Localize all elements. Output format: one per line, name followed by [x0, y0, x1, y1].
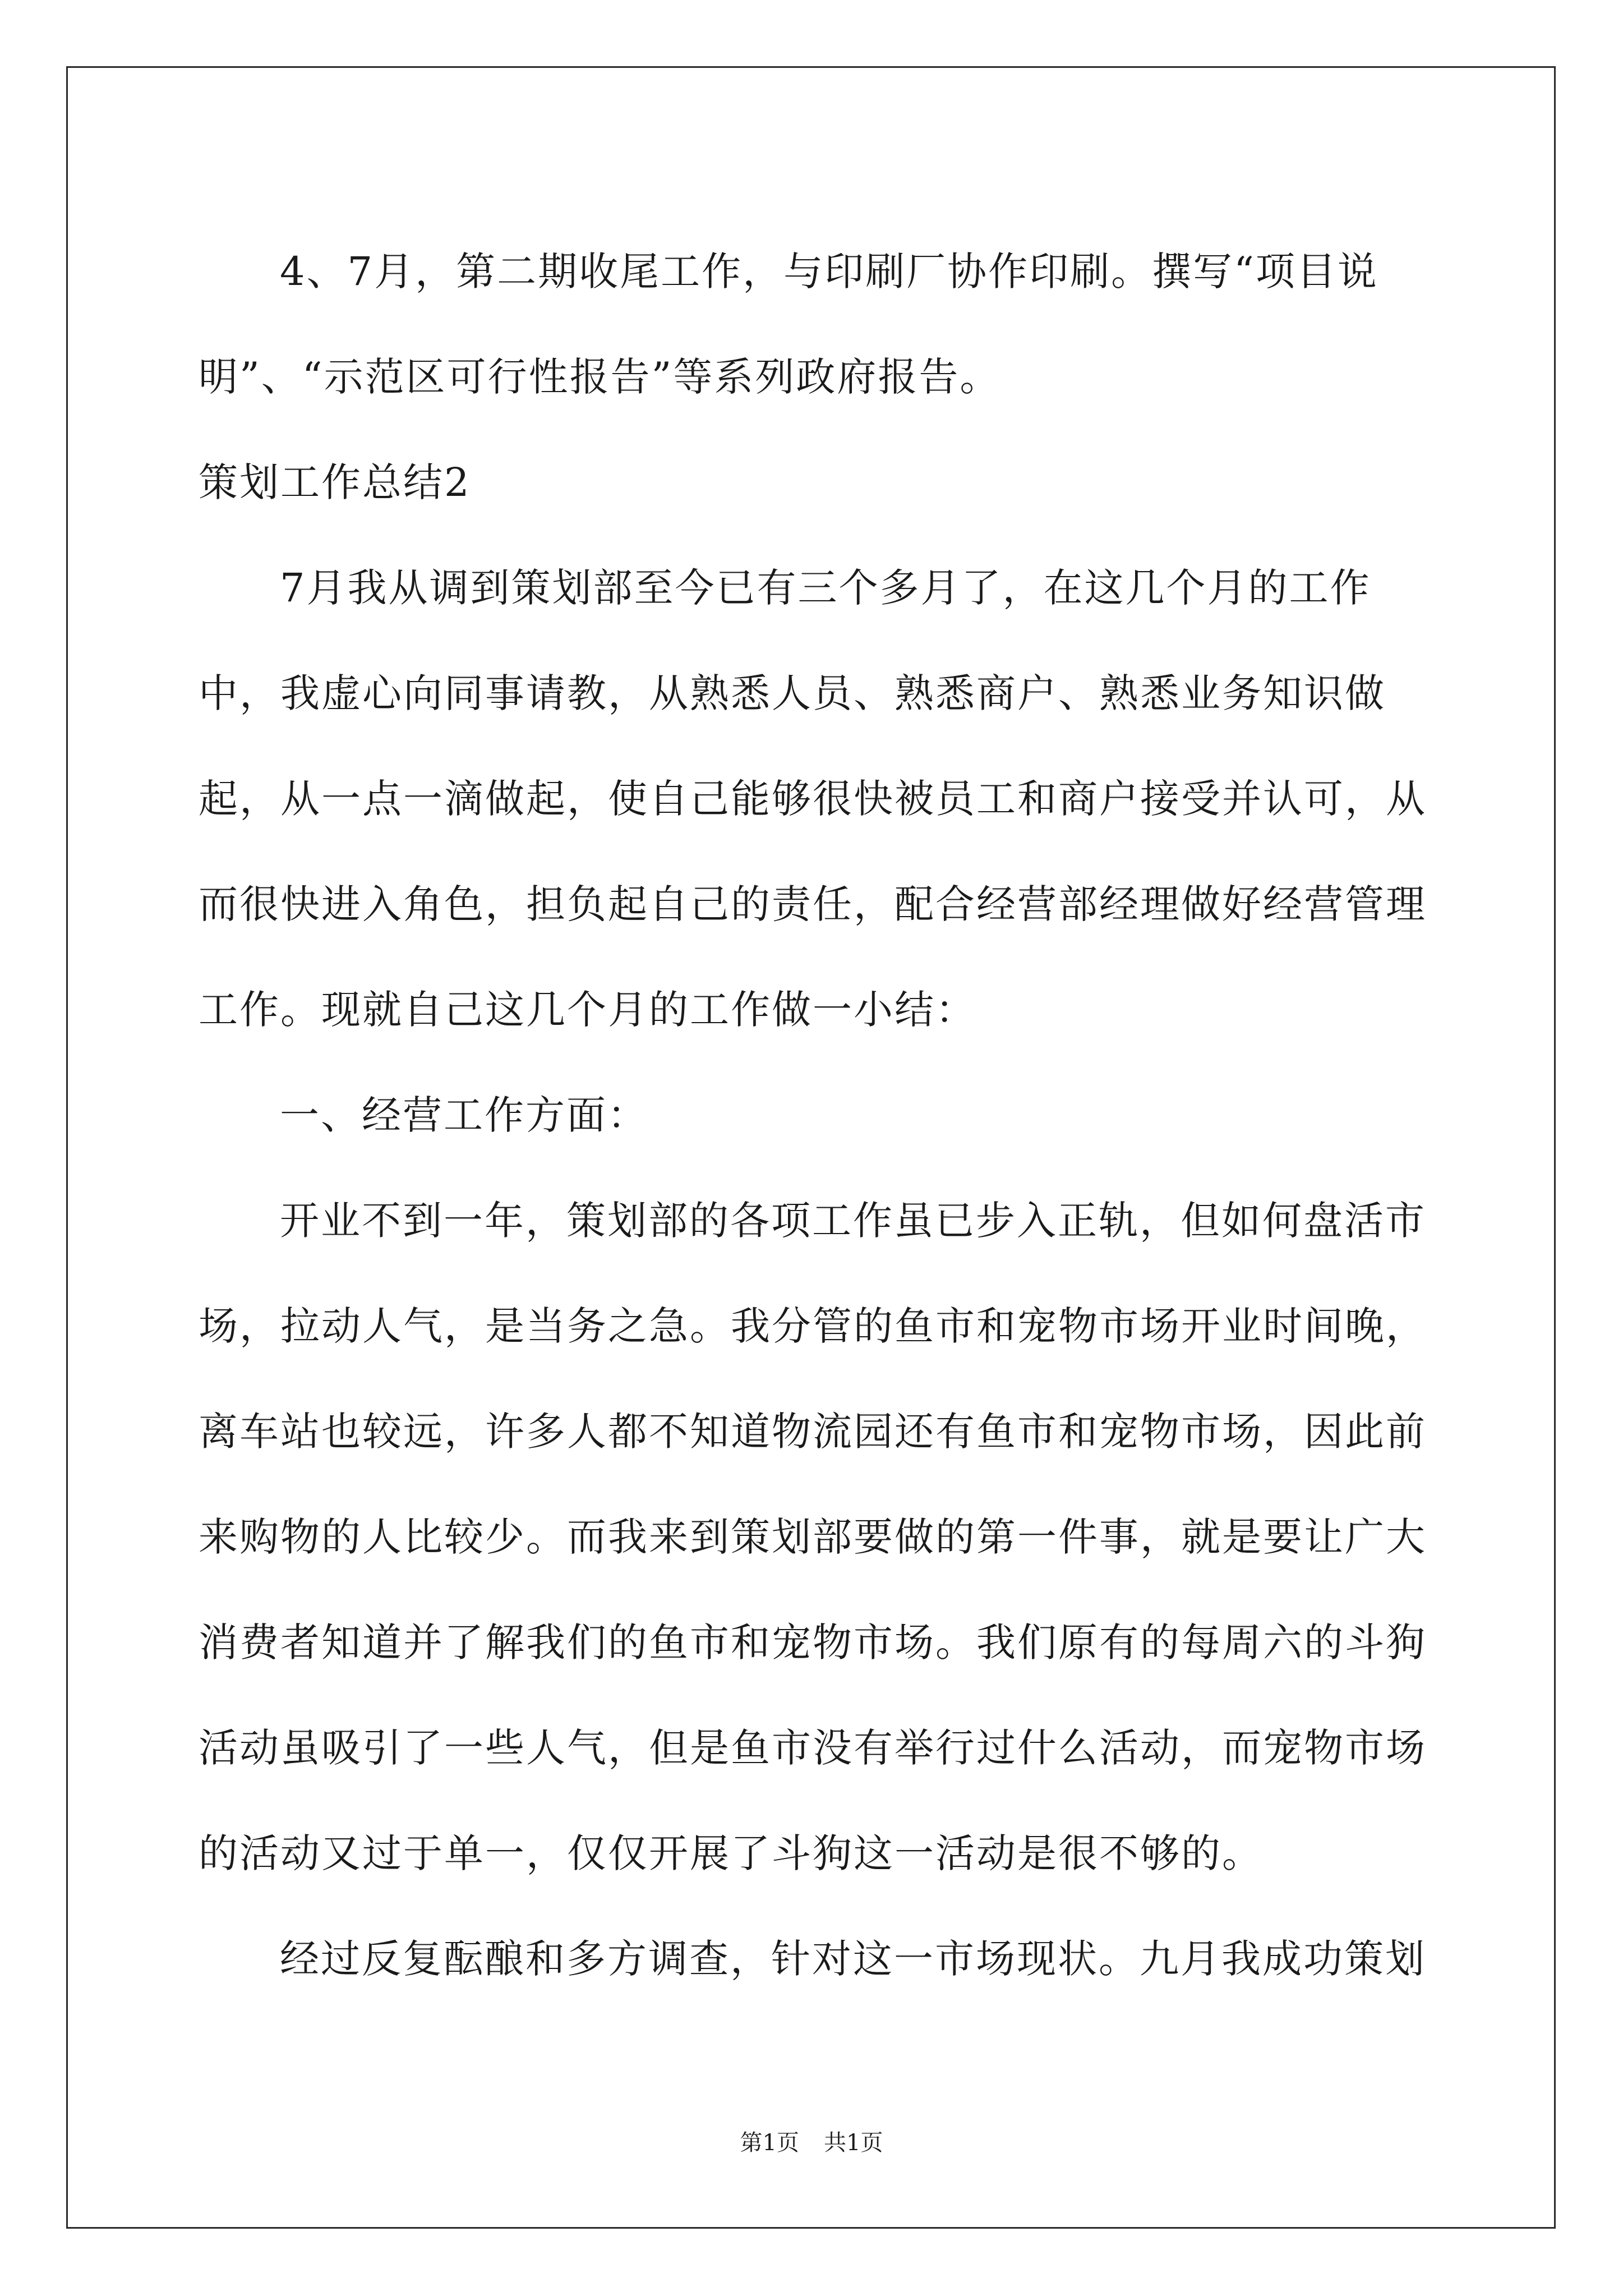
paragraph: 一、经营工作方面： — [280, 1092, 648, 1138]
paragraph: 开业不到一年，策划部的各项工作虽已步入正轨，但如何盘活市场，拉动人气，是当务之急。我分管的鱼市和宠物市场开业时间晚，离车站也较远，许多人都不知道物流园还有鱼市和宠物市场，因此前来购物的人比较少。而我来到策划部要做的第一件事，就是要让广大消费者知道并了解我们的鱼市和宠物市场。我们原有的每周六的斗狗活动虽吸引了一些人气，但是鱼市没有举行过什么活动，而宠物市场的活动又过于单一，仅仅开展了斗狗这一活动是很不够的。 — [199, 1198, 1427, 1876]
page-total: 共1页 — [824, 2130, 883, 2156]
section-heading: 策划工作总结2 — [199, 459, 471, 505]
page-footer — [0, 2125, 1623, 2157]
document-body — [199, 219, 1427, 2012]
page-number: 第1页 — [740, 2130, 799, 2156]
paragraph: 7月我从调到策划部至今已有三个多月了，在这几个月的工作中，我虚心向同事请教，从熟悉人员、熟悉商户、熟悉业务知识做起，从一点一滴做起，使自己能够很快被员工和商户接受并认可，从而很快进入角色，担负起自己的责任，配合经营部经理做好经营管理工作。现就自己这几个月的工作做一小结： — [199, 565, 1427, 1033]
paragraph: 经过反复酝酿和多方调查，针对这一市场现状。九月我成功策划 — [280, 1936, 1426, 1982]
paragraph: 4、7月，第二期收尾工作，与印刷厂协作印刷。撰写“项目说明”、“示范区可行性报告”等系列政府报告。 — [199, 249, 1378, 400]
